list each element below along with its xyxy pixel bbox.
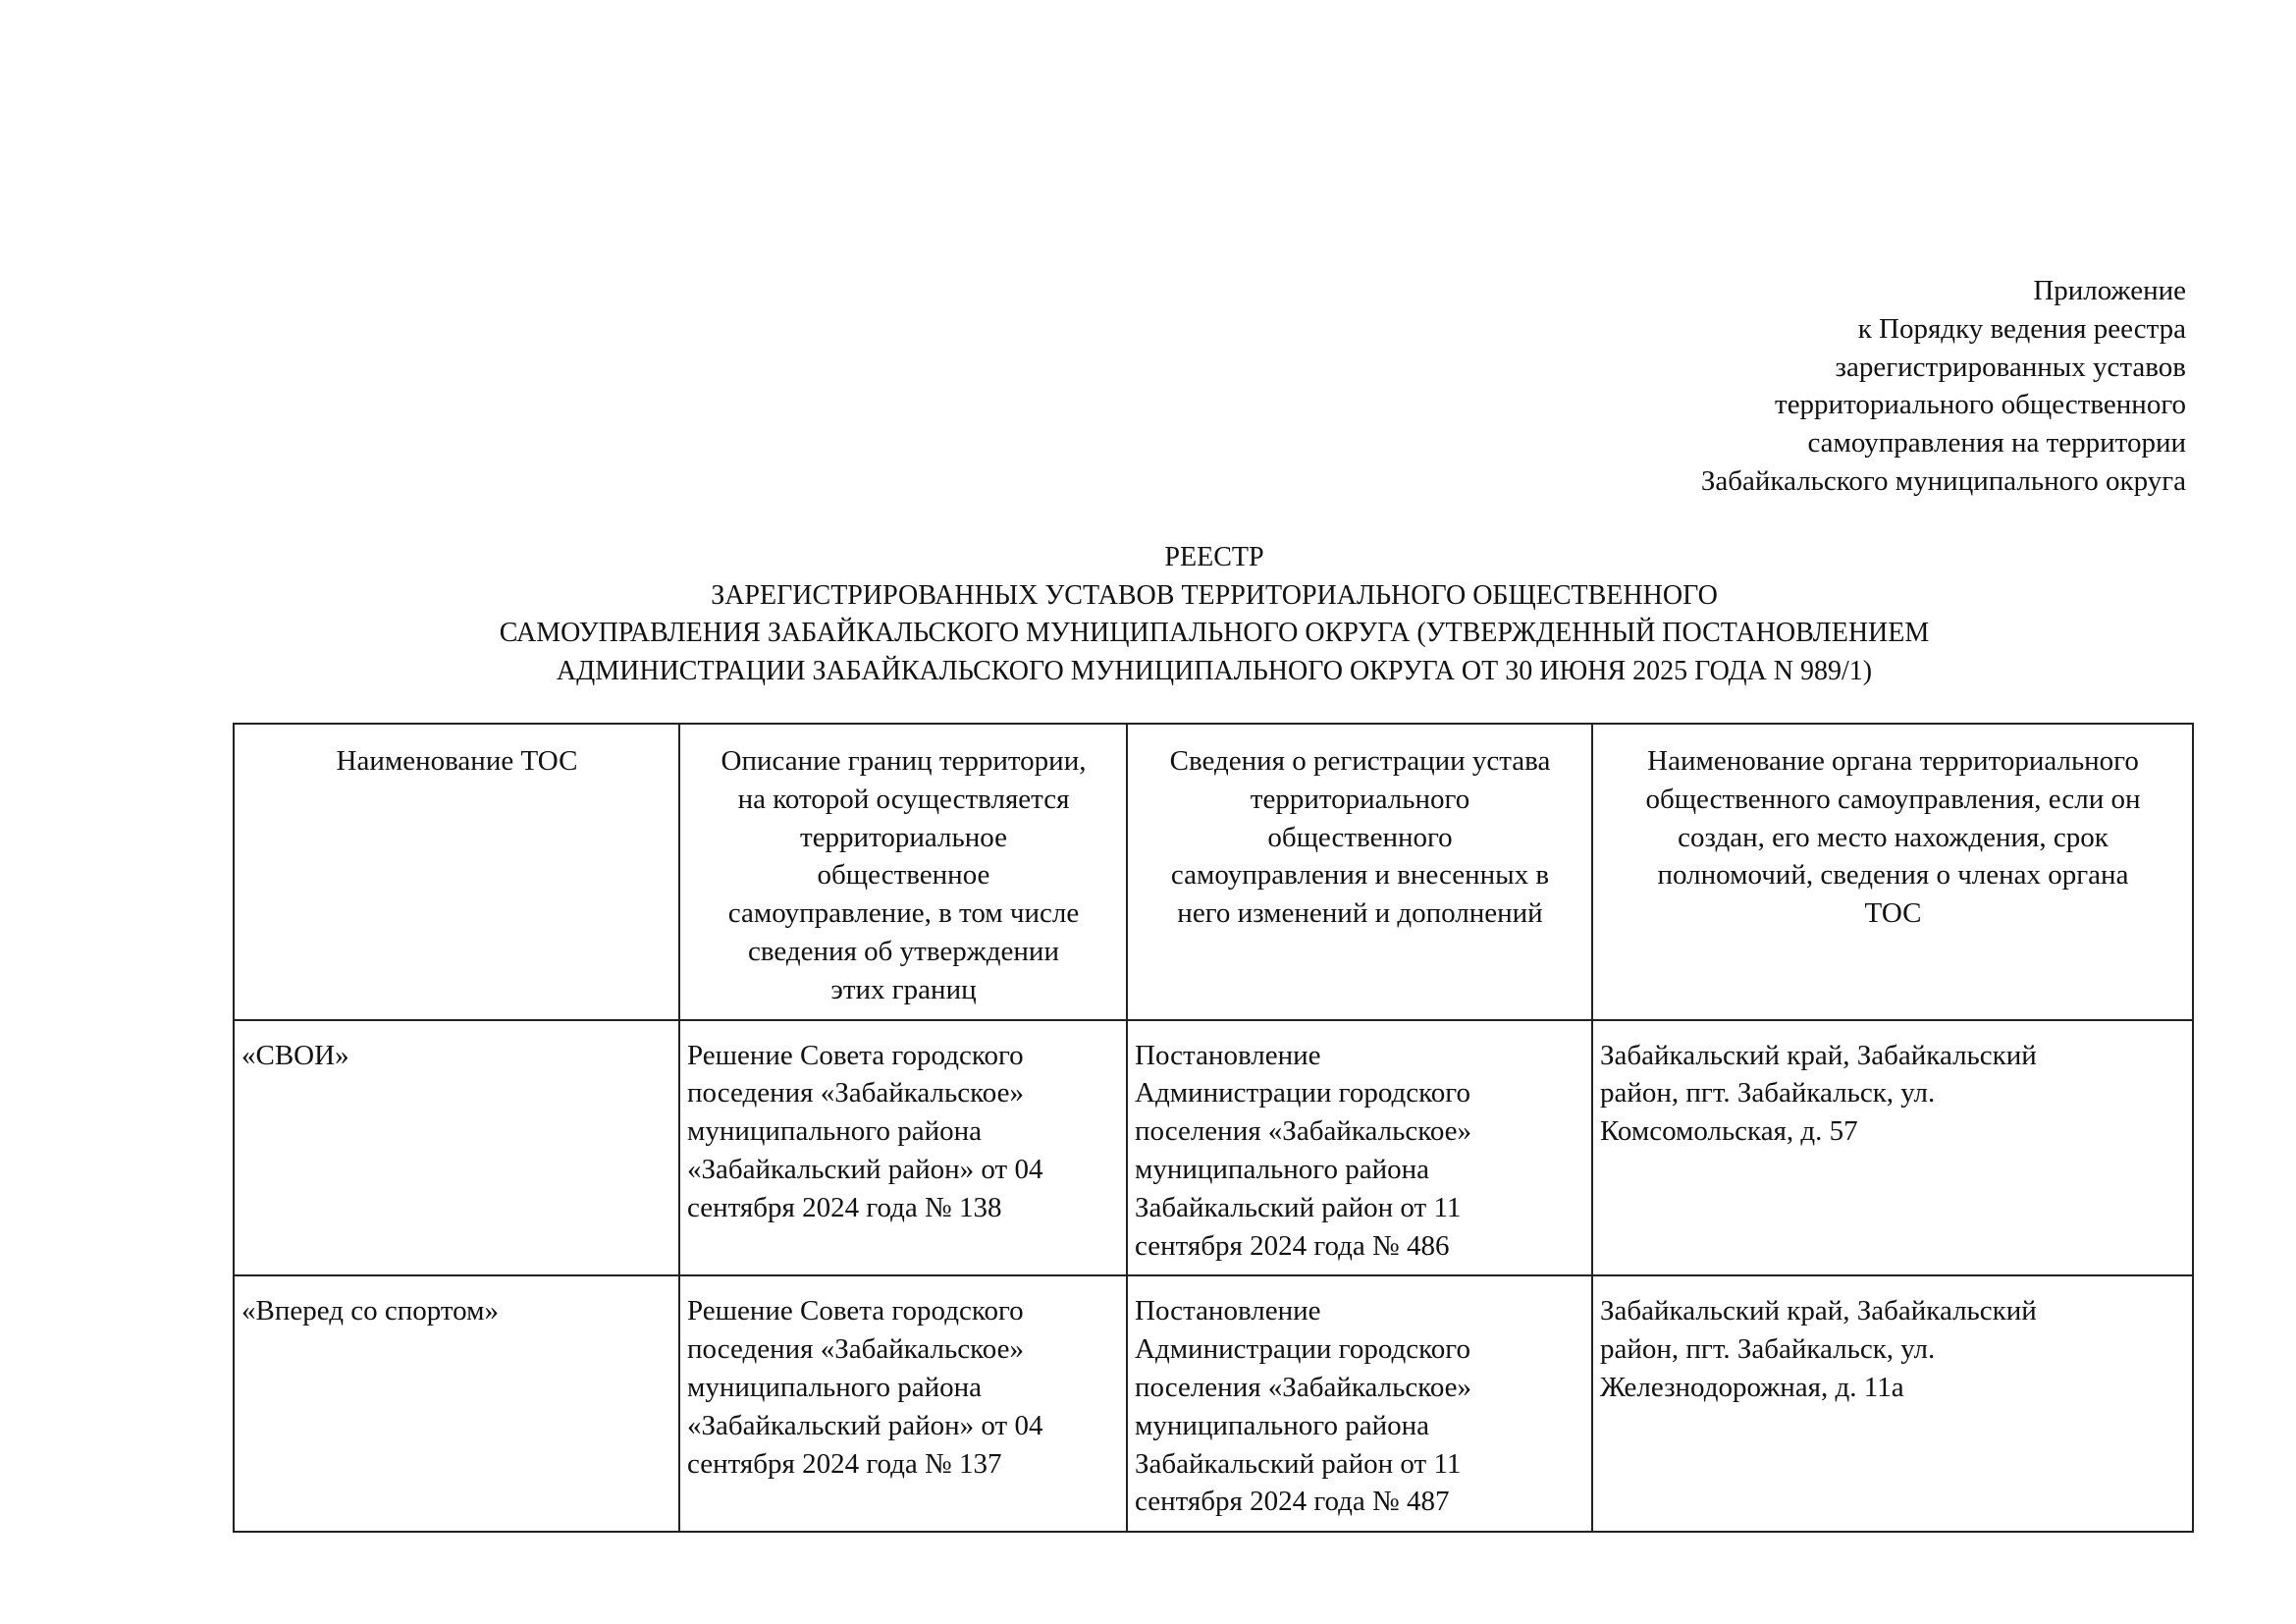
table-header-row (234, 724, 2193, 1020)
header-territory-boundaries: Описание границ территории, на которой осуществляется территориальное общественное самоуправление, в том числе сведения об утверждении этих границ (679, 724, 1127, 1020)
header-tos-name: Наименование ТОС (234, 724, 679, 1020)
table-row (234, 1275, 2193, 1532)
appendix-line: зарегистрированных уставов (1835, 351, 2186, 383)
title-line: АДМИНИСТРАЦИИ ЗАБАЙКАЛЬСКОГО МУНИЦИПАЛЬНОГО ОКРУГА ОТ 30 ИЮНЯ 2025 ГОДА N 989/1) (556, 655, 1873, 686)
header-governing-body: Наименование органа территориального общественного самоуправления, если он создан, его место нахождения, срок полномочий, сведения о членах органа ТОС (1592, 724, 2193, 1020)
appendix-line: территориального общественного (1775, 389, 2186, 421)
document-title (234, 539, 2195, 690)
cell-territory-boundaries: Решение Совета городского поседения «Забайкальское» муниципального района «Забайкальский район» от 04 сентября 2024 года № 137 (679, 1275, 1127, 1532)
cell-governing-body: Забайкальский край, Забайкальский район, пгт. Забайкальск, ул. Комсомольская, д. 57 (1592, 1020, 2193, 1276)
title-line: ЗАРЕГИСТРИРОВАННЫХ УСТАВОВ ТЕРРИТОРИАЛЬНОГО ОБЩЕСТВЕННОГО (711, 579, 1718, 611)
cell-tos-name: «Вперед со спортом» (234, 1275, 679, 1532)
cell-territory-boundaries: Решение Совета городского поседения «Забайкальское» муниципального района «Забайкальский район» от 04 сентября 2024 года № 138 (679, 1020, 1127, 1276)
table-row (234, 1020, 2193, 1276)
appendix-line: Забайкальского муниципального округа (1700, 464, 2186, 497)
cell-governing-body: Забайкальский край, Забайкальский район, пгт. Забайкальск, ул. Железнодорожная, д. 11а (1592, 1275, 2193, 1532)
appendix-line: к Порядку ведения реестра (1857, 312, 2186, 345)
cell-charter-registration: Постановление Администрации городского поселения «Забайкальское» муниципального района Забайкальский район от 11 сентября 2024 года № 487 (1127, 1275, 1592, 1532)
cell-tos-name: «СВОИ» (234, 1020, 679, 1276)
appendix-header (1701, 272, 2186, 501)
title-line: РЕЕСТР (1164, 542, 1264, 572)
appendix-line: Приложение (2033, 275, 2186, 306)
cell-charter-registration: Постановление Администрации городского поселения «Забайкальское» муниципального района Забайкальский район от 11 сентября 2024 года № 486 (1127, 1020, 1592, 1276)
appendix-line: самоуправления на территории (1807, 427, 2186, 460)
title-line: САМОУПРАВЛЕНИЯ ЗАБАЙКАЛЬСКОГО МУНИЦИПАЛЬНОГО ОКРУГА (УТВЕРЖДЕННЫЙ ПОСТАНОВЛЕНИЕМ (499, 618, 1930, 648)
header-charter-registration: Сведения о регистрации устава территориального общественного самоуправления и внесенных в него изменений и дополнений (1127, 724, 1592, 1020)
registry-table (233, 723, 2194, 1533)
